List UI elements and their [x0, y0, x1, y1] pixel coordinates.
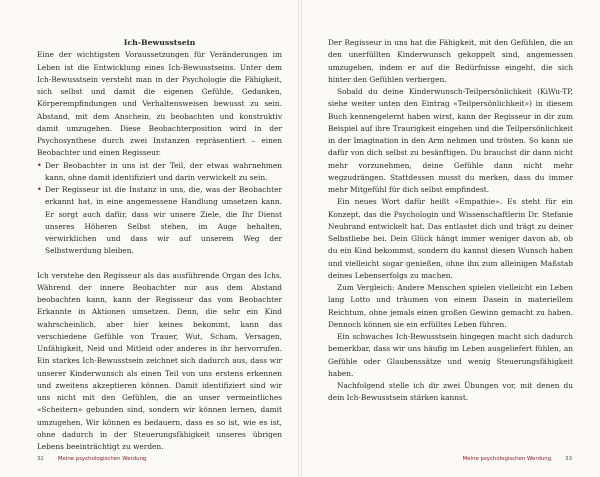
section-heading: Ich-Bewusstsein	[123, 38, 196, 47]
bullet-text-regisseur: Der Regisseur ist die Instanz in uns, die, was der Beobachter erkannt hat, in eine angemessene Handlung umsetzen kann. Er sorgt auch dafür, dass wir unsere Ziele, die Ihr Dienst unseres Höheren Selbst stehen, im Auge behalten, verwirklichen und dass wir auf unserem Weg der Selbstwerdung bleiben.	[45, 185, 282, 256]
page-number-left: 32	[37, 456, 44, 462]
bullet-icon: •	[37, 185, 42, 194]
bullet-icon: •	[37, 160, 42, 170]
right-paragraph-2: Sobald du deine Kinderwunsch-Teilpersönlichkeit (KiWu-TP, siehe weiter unten den Eintrag «Teilpersönlichkeit») in diesem Buch kennengelernt haben wirst, kann der Regisseur in dir zum Beispiel auf ihre Traurigkeit eingehen und die Teilpersönlichkeit in der Imagination in den Arm nehmen und trösten. So kann sie dafür von dich selbst zu besänftigen. Du brauchst dir dann nicht mehr vorzunehmen, deine Gefühle dann nicht mehr wegzudrängen. Stattdessen musst du merken, dass du immer mehr Mitgefühl für dich selbst empfindest.	[328, 87, 573, 194]
running-title-right: Meine psychologischen Werdung	[462, 456, 552, 462]
left-text-column	[37, 37, 282, 453]
running-title-left: Meine psychologischen Werdung	[57, 456, 147, 462]
bullet-item-beobachter	[37, 160, 282, 185]
page-number-right: 33	[565, 456, 572, 462]
right-footer	[463, 455, 572, 463]
right-paragraph-5: Ein schwaches Ich-Bewusstsein hingegen macht sich dadurch bemerkbar, dass wir uns häufig im Leben ausgeliefert fühlen, an Gefühle oder Glaubenssätze und wenig Steuerungsfähigkeit haben.	[328, 332, 573, 378]
left-paragraph-2: Ich verstehe den Regisseur als das ausführende Organ des Ichs. Während der innere Beobachter nur aus dem Abstand beobachten kann, kann der Regisseur das vom Beobachter Erkannte in Aktionen umsetzen. Denn, die sehr ein Kind wahrscheinlich, aber hier keines bekommt, kann das verschiedene Gefühle von Trauer, Wut, Scham, Versagen, Unfähigkeit, Neid und Mitleid oder anderes in ihr hervorrufen. Ein starkes Ich-Bewusstsein zeichnet sich dadurch aus, dass wir unserer Kinderwunsch als einen Teil von uns erstens erkennen und zweitens akzeptieren können. Damit identifiziert sind wir uns nicht mit den Gefühlen, die an unser vermeintliches «Scheitern» gebunden sind, sondern wir können lernen, damit umzugehen. Wir können es bedauern, dass es so ist, wie es ist, ohne dadurch in der Steuerungsfähigkeit unseres übrigen Lebens beeinträchtigt zu werden.	[37, 270, 282, 451]
bullet-item-regisseur	[37, 184, 282, 258]
right-paragraph-6: Nachfolgend stelle ich dir zwei Übungen vor, mit denen du dein Ich-Bewusstsein stärken kannst.	[328, 381, 573, 403]
book-gutter	[298, 0, 302, 477]
right-paragraph-4: Zum Vergleich: Andere Menschen spielen vielleicht ein Leben lang Lotto und träumen von einem Dasein in materiellem Reichtum, ohne jemals einen großen Gewinn gemacht zu haben. Dennoch können sie ein erfülltes Leben führen.	[328, 283, 573, 329]
left-paragraph-1: Eine der wichtigsten Voraussetzungen für Veränderungen im Leben ist die Entwicklung eines Ich-Bewusstseins. Unter dem Ich-Bewusstsein versteht man in der Psychologie die Fähigkeit, sich selbst und damit die eigenen Gefühle, Gedanken, Körperempfindungen und Verhaltensweisen bewusst zu sein. Abstand, mit dem Anschein, zu beobachten und konstruktiv damit umzugehen. Diese Beobachterposition wird in der Psychosynthese durch zwei Instanzen repräsentiert – einen Beobachter und einen Regisseur.	[37, 50, 282, 158]
right-text-column	[328, 37, 573, 405]
left-footer	[37, 455, 146, 463]
bullet-text-beobachter: Der Beobachter in uns ist der Teil, der etwas wahrnehmen kann, ohne damit identifiziert und darin verwickelt zu sein.	[45, 160, 282, 182]
right-page	[300, 0, 600, 477]
right-paragraph-1: Der Regisseur in uns hat die Fähigkeit, mit den Gefühlen, die an den unerfüllten Kinderwunsch gekoppelt sind, angemessen umzugehen, indem er auf die Bedürfnisse eingeht, die sich hinter den Gefühlen verbergen.	[328, 38, 573, 84]
right-paragraph-3: Ein neues Wort dafür heißt «Empathie». Es steht für ein Konzept, das die Psychologin und Wissenschaftlerin Dr. Stefanie Neubrand entwickelt hat. Das entlastet dich und trägt zu deiner Selbstliebe bei. Dein Glück hängt immer weniger davon ab, ob du ein Kind bekommst, sondern du kannst diesen Wunsch haben und vielleicht sogar genießen, ohne ihn zum alleinigen Maßstab deines Lebenserfolgs zu machen.	[328, 197, 573, 280]
